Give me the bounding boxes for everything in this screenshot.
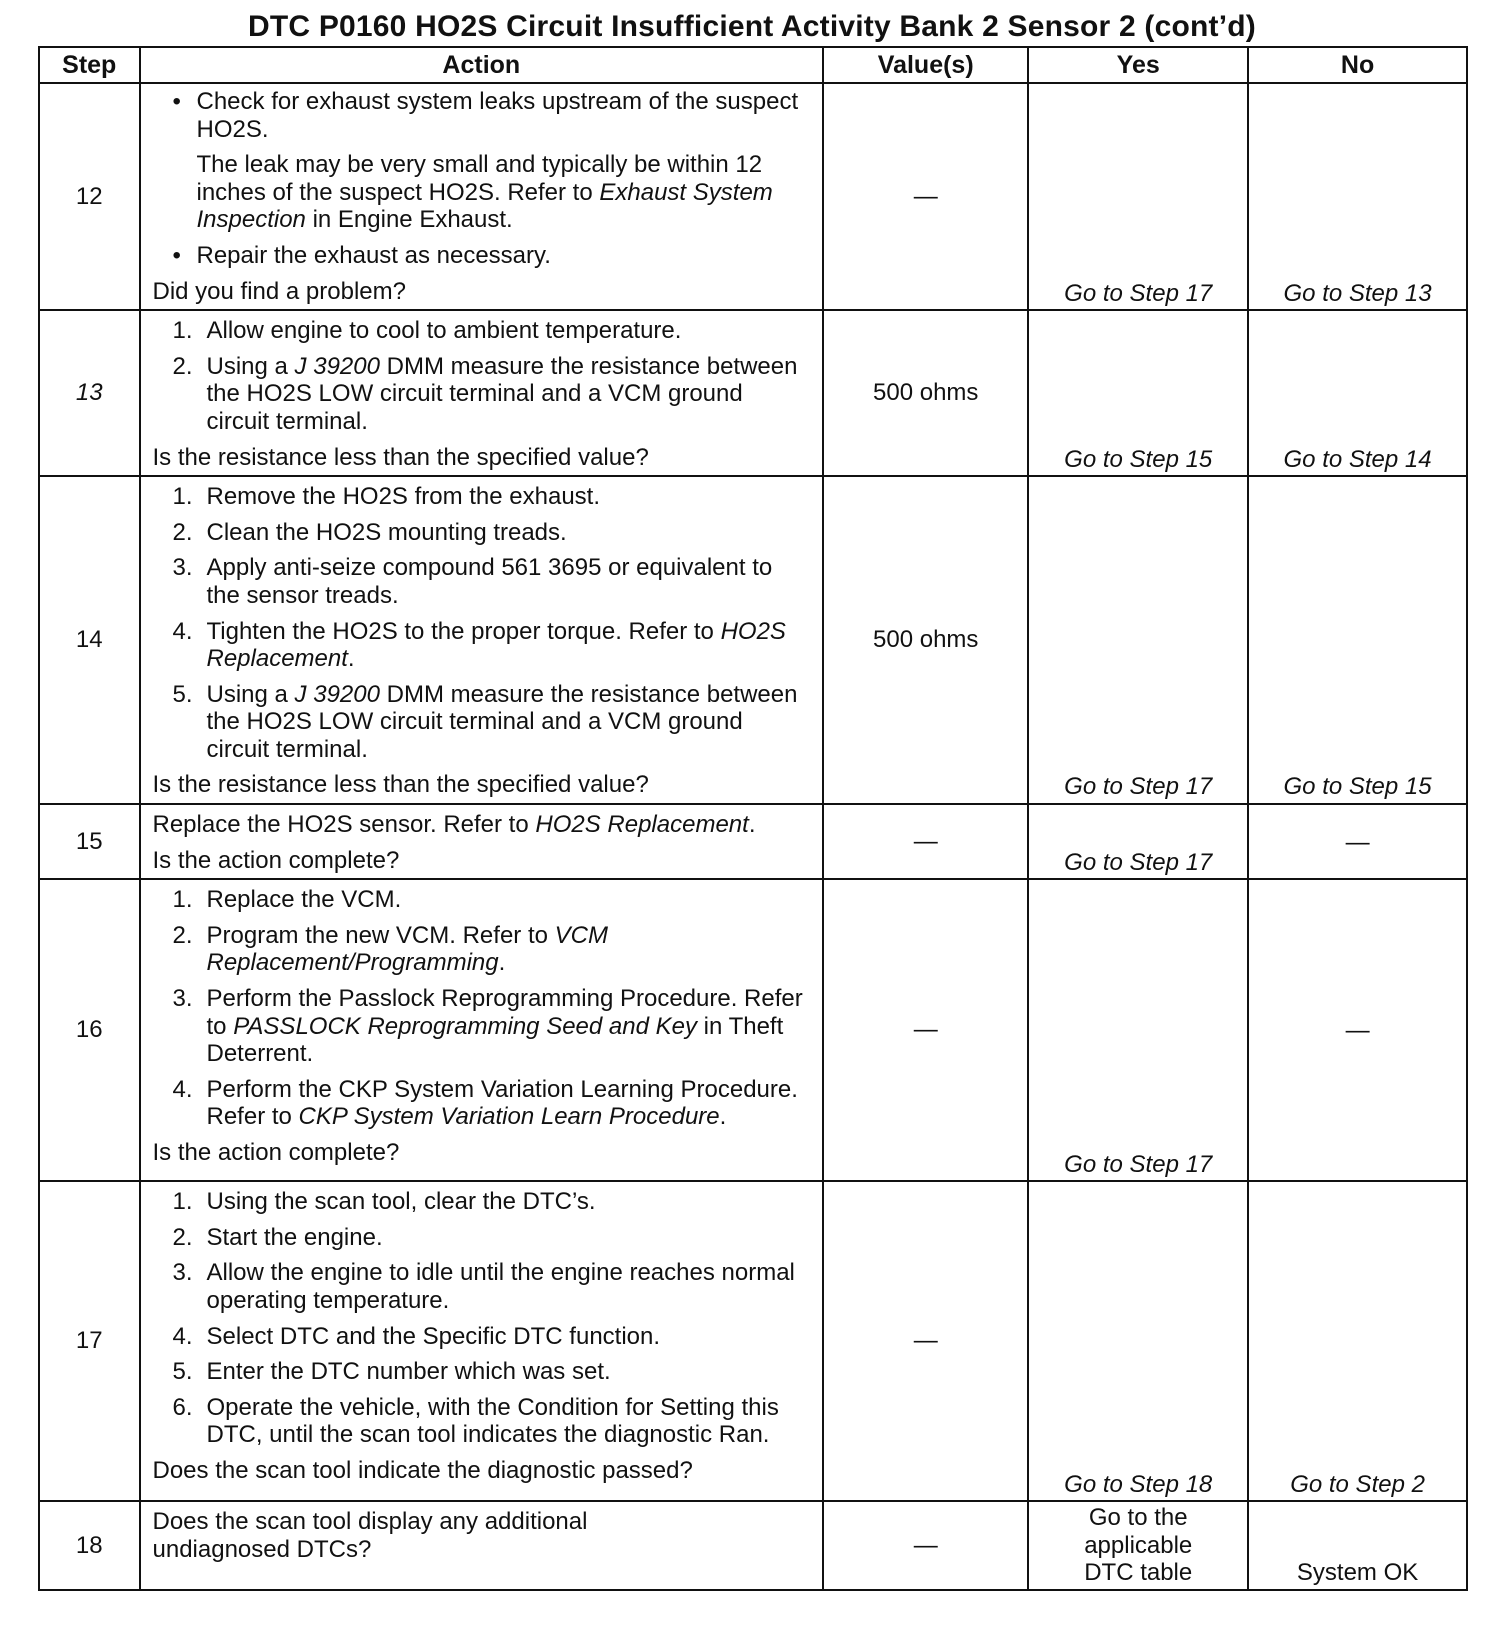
header-step: Step [39, 47, 140, 83]
value-cell: 500 ohms [823, 310, 1028, 476]
list-item: 1. Remove the HO2S from the exhaust. [172, 483, 601, 511]
list-item: 3. Perform the Passlock Reprogramming Procedure. Refer to PASSLOCK Reprogramming Seed and Key in Theft Deterrent. [172, 985, 803, 1068]
value-cell: — [823, 879, 1028, 1181]
table-row-step-16 [39, 879, 1467, 1181]
no-cell: Go to Step 13 [1248, 83, 1467, 310]
no-cell: Go to Step 15 [1248, 476, 1467, 804]
list-item: 5. Enter the DTC number which was set. [172, 1358, 611, 1386]
question-text: Did you find a problem? [152, 277, 406, 305]
paragraph: Replace the HO2S sensor. Refer to HO2S Replacement. [152, 811, 756, 839]
header-action: Action [140, 47, 824, 83]
diagnostic-table [38, 46, 1468, 1591]
yes-cell: Go to Step 15 [1028, 310, 1248, 476]
table-row-step-17 [39, 1181, 1467, 1501]
table-row-step-18 [39, 1501, 1467, 1590]
table-row-step-13 [39, 310, 1467, 476]
list-item: 6. Operate the vehicle, with the Condition for Setting this DTC, until the scan tool indicates the diagnostic Ran. [172, 1393, 779, 1449]
question-text: Is the resistance less than the specified value? [152, 771, 649, 799]
step-number: 13 [39, 310, 140, 476]
list-item: 1. Replace the VCM. [172, 886, 402, 914]
question-text: Is the action complete? [152, 846, 400, 874]
paragraph: The leak may be very small and typically be within 12 inches of the suspect HO2S. Refer to Exhaust System Inspection in Engine Exhaust. [196, 151, 773, 234]
bullet-item: • Repair the exhaust as necessary. [172, 241, 551, 269]
list-item: 4. Select DTC and the Specific DTC function. [172, 1322, 661, 1350]
action-cell [140, 879, 824, 1181]
step-number: 18 [39, 1501, 140, 1590]
step-number: 14 [39, 476, 140, 804]
list-item: 3. Allow the engine to idle until the engine reaches normal operating temperature. [172, 1259, 795, 1315]
no-cell: Go to Step 14 [1248, 310, 1467, 476]
yes-cell: Go to the applicable DTC table [1028, 1501, 1248, 1590]
value-cell: — [823, 804, 1028, 879]
action-cell [140, 310, 824, 476]
yes-cell: Go to Step 18 [1028, 1181, 1248, 1501]
yes-cell: Go to Step 17 [1028, 804, 1248, 879]
list-item: 5. Using a J 39200 DMM measure the resistance between the HO2S LOW circuit terminal and a VCM ground circuit terminal. [172, 680, 798, 763]
no-cell: — [1248, 804, 1467, 879]
list-item: 2. Program the new VCM. Refer to VCM Replacement/Programming. [172, 921, 608, 977]
list-item: 2. Start the engine. [172, 1223, 383, 1251]
yes-cell: Go to Step 17 [1028, 879, 1248, 1181]
step-number: 17 [39, 1181, 140, 1501]
question-text: Does the scan tool indicate the diagnostic passed? [152, 1457, 693, 1484]
step-number: 16 [39, 879, 140, 1181]
table-row-step-12 [39, 83, 1467, 310]
question-text: Is the action complete? [152, 1139, 400, 1166]
list-item: 1. Using the scan tool, clear the DTC’s. [172, 1188, 596, 1216]
value-cell: — [823, 1181, 1028, 1501]
header-values: Value(s) [823, 47, 1028, 83]
no-cell: Go to Step 2 [1248, 1181, 1467, 1501]
list-item: 2. Using a J 39200 DMM measure the resistance between the HO2S LOW circuit terminal and a VCM ground circuit terminal. [172, 352, 798, 435]
no-cell: — [1248, 879, 1467, 1181]
no-cell: System OK [1248, 1501, 1467, 1590]
header-yes: Yes [1028, 47, 1248, 83]
action-cell [140, 83, 824, 310]
list-item: 1. Allow engine to cool to ambient temperature. [172, 317, 682, 345]
list-item: 4. Perform the CKP System Variation Learning Procedure. Refer to CKP System Variation Learn Procedure. [172, 1075, 798, 1131]
step-number: 15 [39, 804, 140, 879]
yes-cell: Go to Step 17 [1028, 83, 1248, 310]
list-item: 2. Clean the HO2S mounting treads. [172, 518, 567, 546]
bullet-item: • Check for exhaust system leaks upstream of the suspect HO2S. [172, 88, 799, 143]
question-text: Does the scan tool display any additional undiagnosed DTCs? [152, 1508, 588, 1563]
question-text: Is the resistance less than the specified value? [152, 443, 649, 471]
action-cell [140, 804, 824, 879]
table-row-step-14 [39, 476, 1467, 804]
table-header-row [39, 47, 1467, 83]
value-cell: — [823, 1501, 1028, 1590]
value-cell: 500 ohms [823, 476, 1028, 804]
reference-link-text: Exhaust System Inspection [196, 178, 773, 234]
step-number: 12 [39, 83, 140, 310]
list-item: 4. Tighten the HO2S to the proper torque. Refer to HO2S Replacement. [172, 617, 786, 673]
action-cell [140, 1181, 824, 1501]
action-cell [140, 1501, 824, 1590]
page-title: DTC P0160 HO2S Circuit Insufficient Activity Bank 2 Sensor 2 (cont’d) [248, 10, 1256, 43]
action-cell [140, 476, 824, 804]
header-no: No [1248, 47, 1467, 83]
table-row-step-15 [39, 804, 1467, 879]
yes-cell: Go to Step 17 [1028, 476, 1248, 804]
list-item: 3. Apply anti-seize compound 561 3695 or equivalent to the sensor treads. [172, 554, 773, 609]
value-cell: — [823, 83, 1028, 310]
